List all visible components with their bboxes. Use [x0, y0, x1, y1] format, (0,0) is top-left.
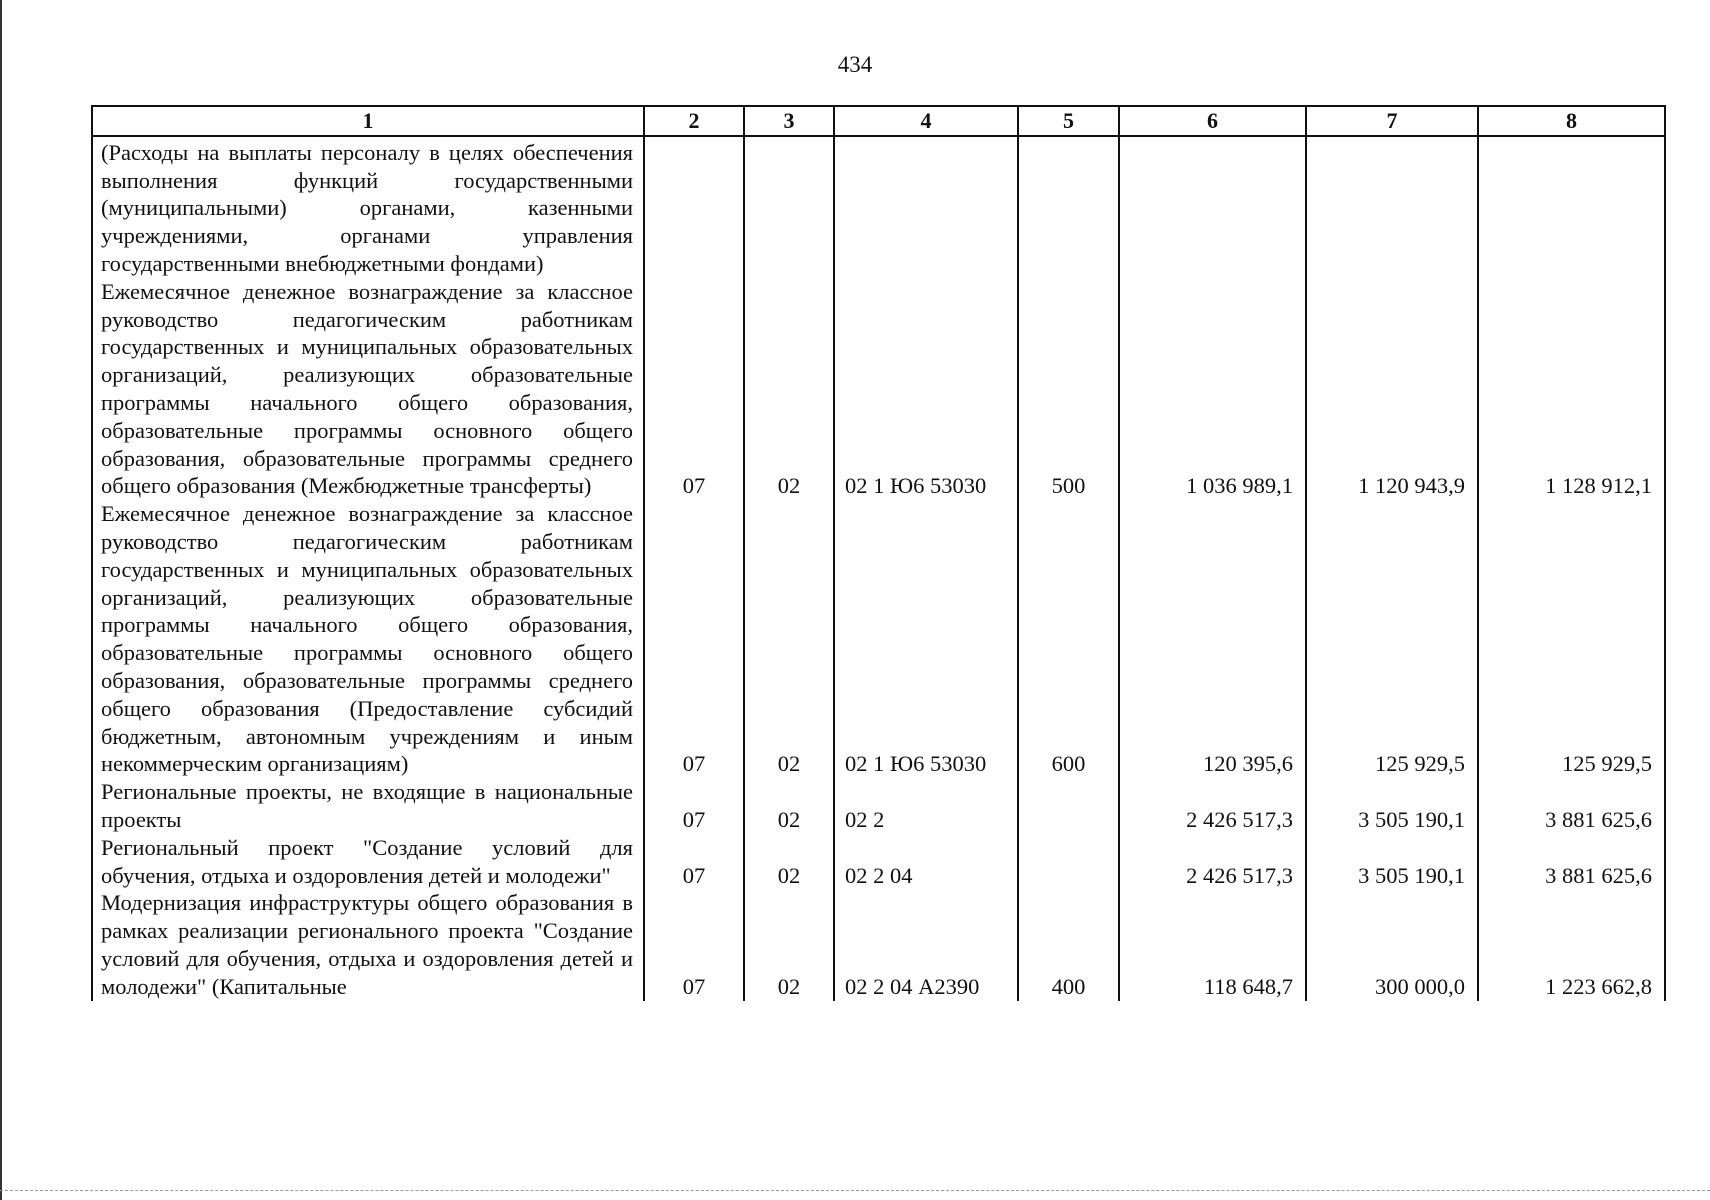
- amount-3-cell: 1 128 912,1: [1478, 278, 1665, 500]
- amount-1-cell: 2 426 517,3: [1119, 778, 1306, 834]
- column-header-8: 8: [1478, 106, 1665, 136]
- amount-2-cell: 3 505 190,1: [1306, 778, 1478, 834]
- row-name-cell: Региональный проект "Создание условий для обучения, отдыха и оздоровления детей и молодежи": [92, 834, 644, 890]
- row-name-cell: Модернизация инфраструктуры общего образования в рамках реализации регионального проекта "Создание условий для обучения, отдыха и оздоровления детей и молодежи" (Капитальные: [92, 889, 644, 1000]
- expense-type-cell: 400: [1018, 889, 1119, 1000]
- column-header-3: 3: [744, 106, 834, 136]
- amount-2-cell: 3 505 190,1: [1306, 834, 1478, 890]
- page-number: 434: [837, 52, 873, 77]
- amount-3-cell: 3 881 625,6: [1478, 834, 1665, 890]
- expense-type-cell: [1018, 136, 1119, 278]
- amount-3-cell: 1 223 662,8: [1478, 889, 1665, 1000]
- expense-type-cell: 500: [1018, 278, 1119, 500]
- row-name-cell: (Расходы на выплаты персоналу в целях обеспечения выполнения функций государственными (муниципальными) органами, казенными учреждениями, органами управления государственными внебюджетными фондами): [92, 136, 644, 278]
- column-header-1: 1: [92, 106, 644, 136]
- target-article-cell: 02 1 Ю6 53030: [834, 500, 1018, 778]
- subsection-cell: 02: [744, 500, 834, 778]
- amount-1-cell: [1119, 136, 1306, 278]
- column-header-2: 2: [644, 106, 744, 136]
- section-cell: 07: [644, 500, 744, 778]
- target-article-cell: 02 2 04: [834, 834, 1018, 890]
- amount-2-cell: [1306, 136, 1478, 278]
- row-name-cell: Ежемесячное денежное вознаграждение за классное руководство педагогическим работникам государственных и муниципальных образовательных организаций, реализующих образовательные программы начального общего образования, образовательные программы основного общего образования, образовательные программы среднего общего образования (Предоставление субсидий бюджетным, автономным учреждениям и иным некоммерческим организациям): [92, 500, 644, 778]
- amount-1-cell: 120 395,6: [1119, 500, 1306, 778]
- budget-table: [91, 105, 1666, 1001]
- scan-edge: [0, 0, 2, 1200]
- table-row: [92, 889, 1665, 1000]
- page-bottom-divider: [0, 1190, 1710, 1191]
- amount-2-cell: 125 929,5: [1306, 500, 1478, 778]
- section-cell: 07: [644, 278, 744, 500]
- table-row: [92, 500, 1665, 778]
- table-row: [92, 778, 1665, 834]
- section-cell: [644, 136, 744, 278]
- subsection-cell: 02: [744, 889, 834, 1000]
- amount-2-cell: 300 000,0: [1306, 889, 1478, 1000]
- row-name-cell: Ежемесячное денежное вознаграждение за классное руководство педагогическим работникам государственных и муниципальных образовательных организаций, реализующих образовательные программы начального общего образования, образовательные программы основного общего образования, образовательные программы среднего общего образования (Межбюджетные трансферты): [92, 278, 644, 500]
- column-header-7: 7: [1306, 106, 1478, 136]
- section-cell: 07: [644, 778, 744, 834]
- table-row: [92, 136, 1665, 278]
- expense-type-cell: [1018, 778, 1119, 834]
- column-header-4: 4: [834, 106, 1018, 136]
- amount-2-cell: 1 120 943,9: [1306, 278, 1478, 500]
- table-row: [92, 278, 1665, 500]
- expense-type-cell: 600: [1018, 500, 1119, 778]
- amount-3-cell: 125 929,5: [1478, 500, 1665, 778]
- amount-1-cell: 1 036 989,1: [1119, 278, 1306, 500]
- section-cell: 07: [644, 889, 744, 1000]
- expense-type-cell: [1018, 834, 1119, 890]
- column-header-6: 6: [1119, 106, 1306, 136]
- table-row: [92, 834, 1665, 890]
- amount-1-cell: 118 648,7: [1119, 889, 1306, 1000]
- subsection-cell: 02: [744, 278, 834, 500]
- section-cell: 07: [644, 834, 744, 890]
- row-name-cell: Региональные проекты, не входящие в национальные проекты: [92, 778, 644, 834]
- target-article-cell: 02 2 04 А2390: [834, 889, 1018, 1000]
- target-article-cell: 02 2: [834, 778, 1018, 834]
- subsection-cell: 02: [744, 778, 834, 834]
- table-header-row: [92, 106, 1665, 136]
- target-article-cell: 02 1 Ю6 53030: [834, 278, 1018, 500]
- target-article-cell: [834, 136, 1018, 278]
- amount-1-cell: 2 426 517,3: [1119, 834, 1306, 890]
- column-header-5: 5: [1018, 106, 1119, 136]
- amount-3-cell: [1478, 136, 1665, 278]
- subsection-cell: [744, 136, 834, 278]
- amount-3-cell: 3 881 625,6: [1478, 778, 1665, 834]
- subsection-cell: 02: [744, 834, 834, 890]
